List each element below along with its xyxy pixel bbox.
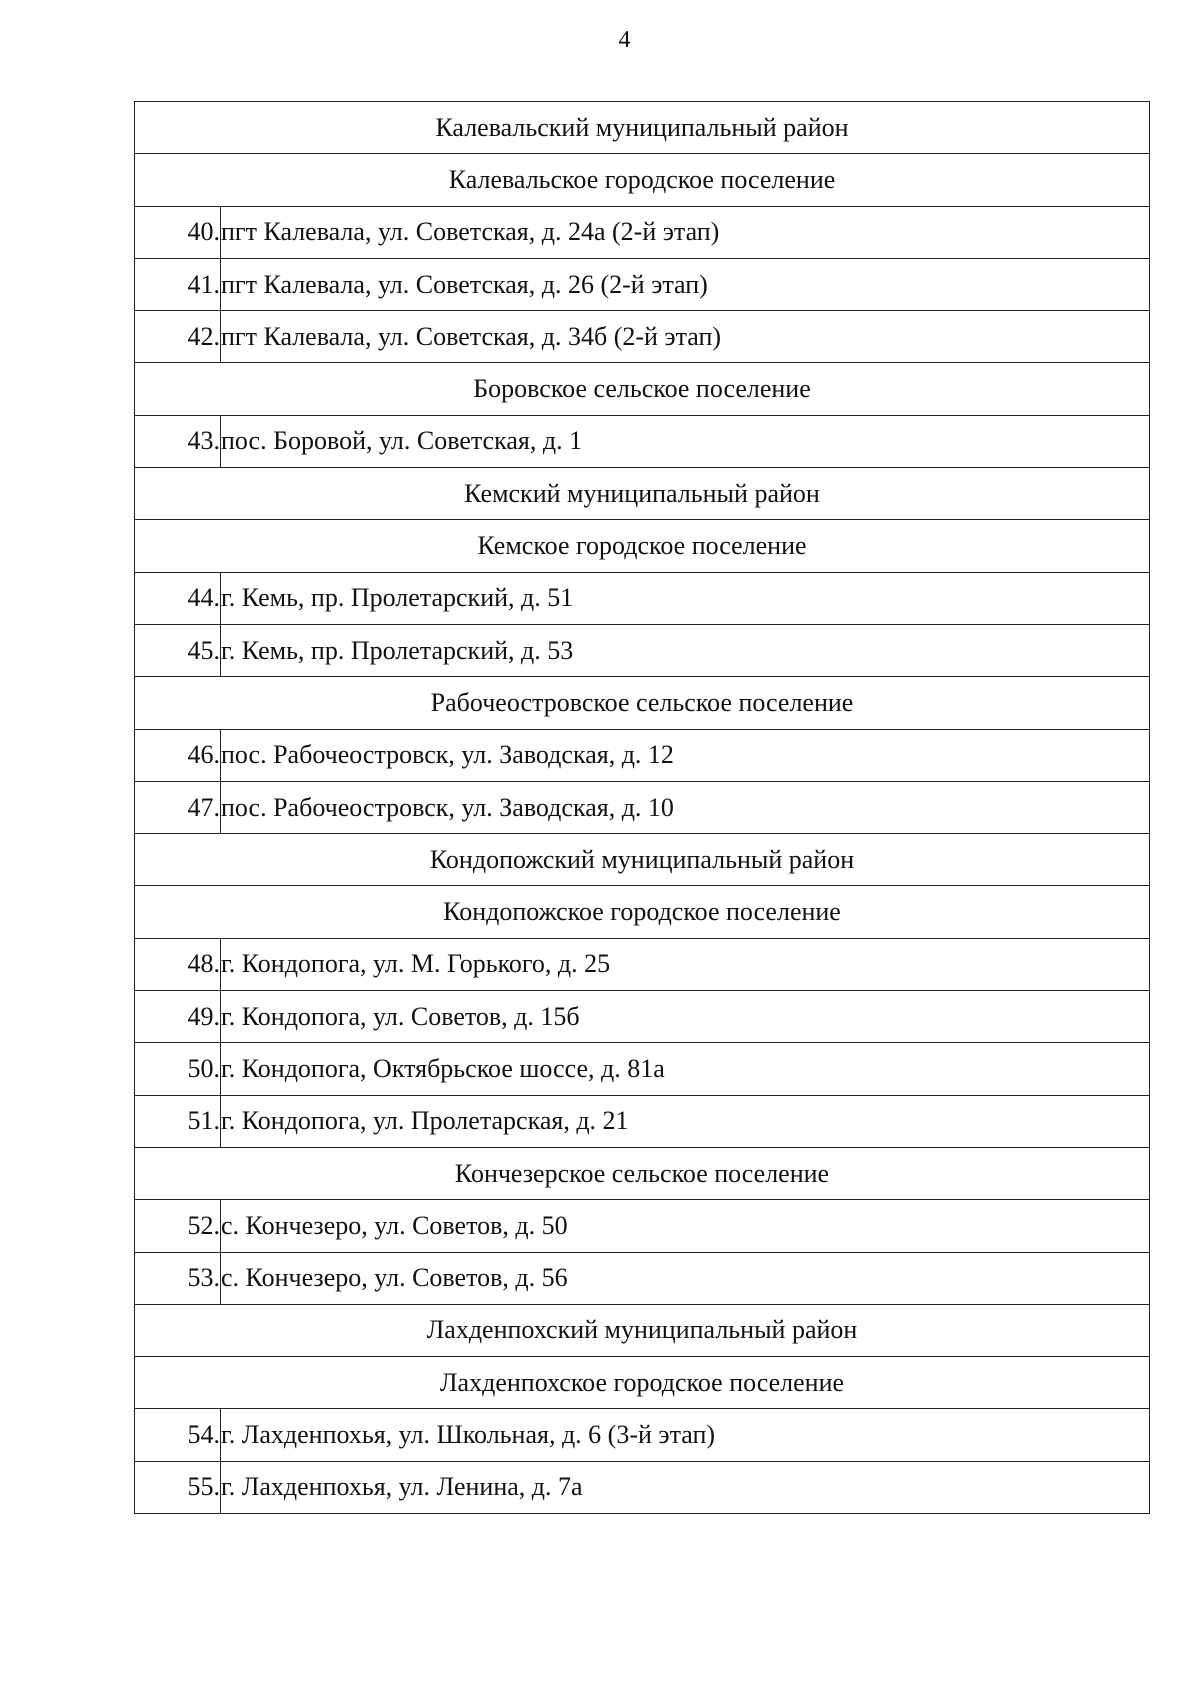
table-row	[135, 1461, 1150, 1513]
table-row	[135, 206, 1150, 258]
section-header-row	[135, 1357, 1150, 1409]
row-number: 42.	[135, 311, 221, 363]
address-cell: пос. Рабочеостровск, ул. Заводская, д. 12	[221, 729, 1150, 781]
row-number: 50.	[135, 1043, 221, 1095]
address-cell: пгт Калевала, ул. Советская, д. 34б (2-й этап)	[221, 311, 1150, 363]
section-header: Кончезерское сельское поселение	[135, 1147, 1150, 1199]
section-header-row	[135, 1147, 1150, 1199]
table-row	[135, 1409, 1150, 1461]
section-header-row	[135, 520, 1150, 572]
row-number: 48.	[135, 938, 221, 990]
section-header-row	[135, 102, 1150, 154]
row-number: 51.	[135, 1095, 221, 1147]
section-header-row	[135, 677, 1150, 729]
section-header-row	[135, 834, 1150, 886]
table-row	[135, 938, 1150, 990]
section-header: Калевальское городское поселение	[135, 154, 1150, 206]
address-cell: г. Кондопога, ул. Советов, д. 15б	[221, 991, 1150, 1043]
section-header-row	[135, 468, 1150, 520]
row-number: 45.	[135, 624, 221, 676]
table-row	[135, 1252, 1150, 1304]
table-row	[135, 729, 1150, 781]
row-number: 44.	[135, 572, 221, 624]
address-cell: пос. Рабочеостровск, ул. Заводская, д. 10	[221, 781, 1150, 833]
row-number: 43.	[135, 415, 221, 467]
row-number: 41.	[135, 258, 221, 310]
address-cell: пос. Боровой, ул. Советская, д. 1	[221, 415, 1150, 467]
section-header-row	[135, 154, 1150, 206]
section-header: Лахденпохское городское поселение	[135, 1357, 1150, 1409]
address-cell: с. Кончезеро, ул. Советов, д. 56	[221, 1252, 1150, 1304]
section-header: Калевальский муниципальный район	[135, 102, 1150, 154]
section-header-row	[135, 886, 1150, 938]
address-cell: г. Кондопога, ул. Пролетарская, д. 21	[221, 1095, 1150, 1147]
row-number: 52.	[135, 1200, 221, 1252]
address-cell: г. Кондопога, Октябрьское шоссе, д. 81а	[221, 1043, 1150, 1095]
address-table-body	[135, 102, 1150, 1514]
address-cell: г. Кондопога, ул. М. Горького, д. 25	[221, 938, 1150, 990]
table-row	[135, 572, 1150, 624]
address-cell: г. Кемь, пр. Пролетарский, д. 53	[221, 624, 1150, 676]
address-cell: г. Кемь, пр. Пролетарский, д. 51	[221, 572, 1150, 624]
address-table	[134, 101, 1150, 1514]
row-number: 47.	[135, 781, 221, 833]
table-row	[135, 415, 1150, 467]
section-header: Кондопожский муниципальный район	[135, 834, 1150, 886]
row-number: 46.	[135, 729, 221, 781]
section-header: Рабочеостровское сельское поселение	[135, 677, 1150, 729]
address-cell: пгт Калевала, ул. Советская, д. 24а (2-й этап)	[221, 206, 1150, 258]
address-cell: г. Лахденпохья, ул. Школьная, д. 6 (3-й этап)	[221, 1409, 1150, 1461]
address-cell: г. Лахденпохья, ул. Ленина, д. 7а	[221, 1461, 1150, 1513]
table-row	[135, 991, 1150, 1043]
row-number: 53.	[135, 1252, 221, 1304]
address-cell: с. Кончезеро, ул. Советов, д. 50	[221, 1200, 1150, 1252]
section-header: Кемское городское поселение	[135, 520, 1150, 572]
table-row	[135, 1095, 1150, 1147]
table-row	[135, 258, 1150, 310]
row-number: 40.	[135, 206, 221, 258]
row-number: 55.	[135, 1461, 221, 1513]
section-header-row	[135, 363, 1150, 415]
table-row	[135, 311, 1150, 363]
table-row	[135, 781, 1150, 833]
section-header: Лахденпохский муниципальный район	[135, 1304, 1150, 1356]
row-number: 49.	[135, 991, 221, 1043]
section-header: Боровское сельское поселение	[135, 363, 1150, 415]
table-row	[135, 1200, 1150, 1252]
section-header: Кондопожское городское поселение	[135, 886, 1150, 938]
page-number: 4	[618, 27, 631, 53]
section-header-row	[135, 1304, 1150, 1356]
address-cell: пгт Калевала, ул. Советская, д. 26 (2-й этап)	[221, 258, 1150, 310]
row-number: 54.	[135, 1409, 221, 1461]
table-row	[135, 624, 1150, 676]
section-header: Кемский муниципальный район	[135, 468, 1150, 520]
table-row	[135, 1043, 1150, 1095]
